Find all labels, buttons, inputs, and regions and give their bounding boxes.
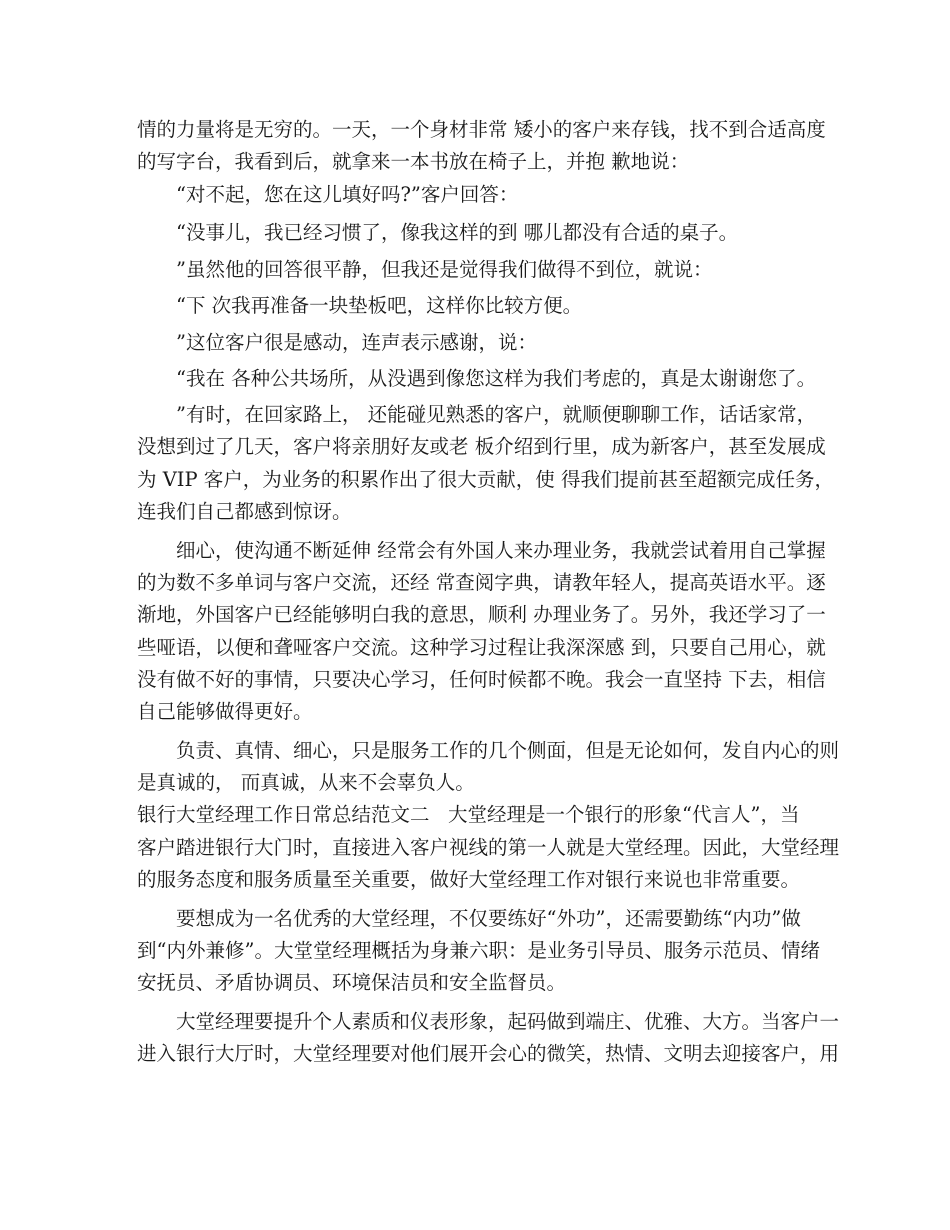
text-line: [0, 736, 950, 766]
text-line: [0, 833, 950, 863]
text-line: [0, 600, 950, 630]
text-line: [0, 180, 950, 210]
text-line: [0, 800, 950, 830]
text-line-content: ”有时，在回家路上， 还能碰见熟悉的客户，就顺便聊聊工作，话话家常，: [176, 403, 817, 426]
text-line-content: 的写字台，我看到后，就拿来一本书放在椅子上，并抱 歉地说：: [137, 150, 690, 173]
text-line: [0, 536, 950, 566]
text-line-content: 没想到过了几天，客户将亲朋好友或老 板介绍到行里，成为新客户，甚至发展成: [137, 435, 826, 458]
text-line-content: 进入银行大厅时，大堂经理要对他们展开会心的微笑，热情、文明去迎接客户，用: [137, 1042, 840, 1065]
text-line: [0, 465, 950, 495]
text-line-content: 要想成为一名优秀的大堂经理，不仅要练好“外功”，还需要勤练“内功”做: [176, 907, 801, 930]
text-line: [0, 633, 950, 663]
text-line: [0, 1039, 950, 1069]
text-line: [0, 115, 950, 145]
text-line: [0, 1007, 950, 1037]
text-line: [0, 865, 950, 895]
text-line-content: 到“内外兼修”。大堂堂经理概括为身兼六职：是业务引导员、服务示范员、情绪: [137, 939, 820, 962]
text-line-content: 大堂经理是一个银行的形象“代言人”，当: [448, 803, 800, 826]
text-line: [0, 432, 950, 462]
text-line: [0, 364, 950, 394]
text-line: [0, 328, 950, 358]
text-line-content: 自己能够做得更好。: [137, 700, 313, 723]
text-line-content: 客户踏进银行大门时，直接进入客户视线的第一人就是大堂经理。因此，大堂经理: [137, 836, 840, 859]
text-line-content: “没事儿，我已经习惯了，像我这样的到 哪儿都没有合适的桌子。: [176, 221, 739, 244]
text-line-content: 为 VIP 客户，为业务的积累作出了很大贡献，使 得我们提前甚至超额完成任务，: [137, 468, 835, 491]
text-line-content: “我在 各种公共场所，从没遇到像您这样为我们考虑的，真是太谢谢您了。: [176, 367, 817, 390]
text-line: [0, 904, 950, 934]
text-line: [0, 497, 950, 527]
text-line-content: 的服务态度和服务质量至关重要，做好大堂经理工作对银行来说也非常重要。: [137, 868, 801, 891]
text-line: [0, 697, 950, 727]
text-line-content: 的为数不多单词与客户交流，还经 常查阅字典，请教年轻人，提高英语水平。逐: [137, 571, 826, 594]
text-line: [0, 218, 950, 248]
text-line: [0, 400, 950, 430]
text-line-content: 安抚员、矛盾协调员、环境保洁员和安全监督员。: [137, 971, 567, 994]
text-line: [0, 665, 950, 695]
text-line: [0, 568, 950, 598]
text-line-content: 连我们自己都感到惊讶。: [137, 500, 352, 523]
text-line-content: 些哑语，以便和聋哑客户交流。这种学习过程让我深深感 到，只要自己用心，就: [137, 636, 826, 659]
text-line: [0, 147, 950, 177]
text-line: [0, 291, 950, 321]
text-line-content: “下 次我再准备一块垫板吧，这样你比较方便。: [176, 294, 583, 317]
text-line-content: 是真诚的， 而真诚，从来不会辜负人。: [137, 771, 475, 794]
text-line-content: ”这位客户很是感动，连声表示感谢，说：: [176, 331, 537, 354]
text-line: [0, 768, 950, 798]
text-line: [0, 255, 950, 285]
text-line: [0, 968, 950, 998]
text-line-content: 渐地，外国客户已经能够明白我的意思，顺利 办理业务了。另外，我还学习了一: [137, 603, 826, 626]
text-line-content: 负责、真情、细心，只是服务工作的几个侧面，但是无论如何，发自内心的则: [176, 739, 840, 762]
text-line-content: “对不起，您在这儿填好吗?”客户回答：: [176, 183, 519, 206]
text-line-content: 细心，使沟通不断延伸 经常会有外国人来办理业务，我就尝试着用自己掌握: [176, 539, 826, 562]
text-line-content: 没有做不好的事情，只要决心学习，任何时候都不晚。我会一直坚持 下去，相信: [137, 668, 826, 691]
text-line-content: 情的力量将是无穷的。一天，一个身材非常 矮小的客户来存钱，找不到合适高度: [137, 118, 826, 141]
text-line: [0, 936, 950, 966]
text-line-content: 大堂经理要提升个人素质和仪表形象，起码做到端庄、优雅、大方。当客户一: [176, 1010, 840, 1033]
text-line-content: ”虽然他的回答很平静，但我还是觉得我们做得不到位，就说：: [176, 258, 713, 281]
section-heading: 银行大堂经理工作日常总结范文二: [137, 803, 430, 826]
